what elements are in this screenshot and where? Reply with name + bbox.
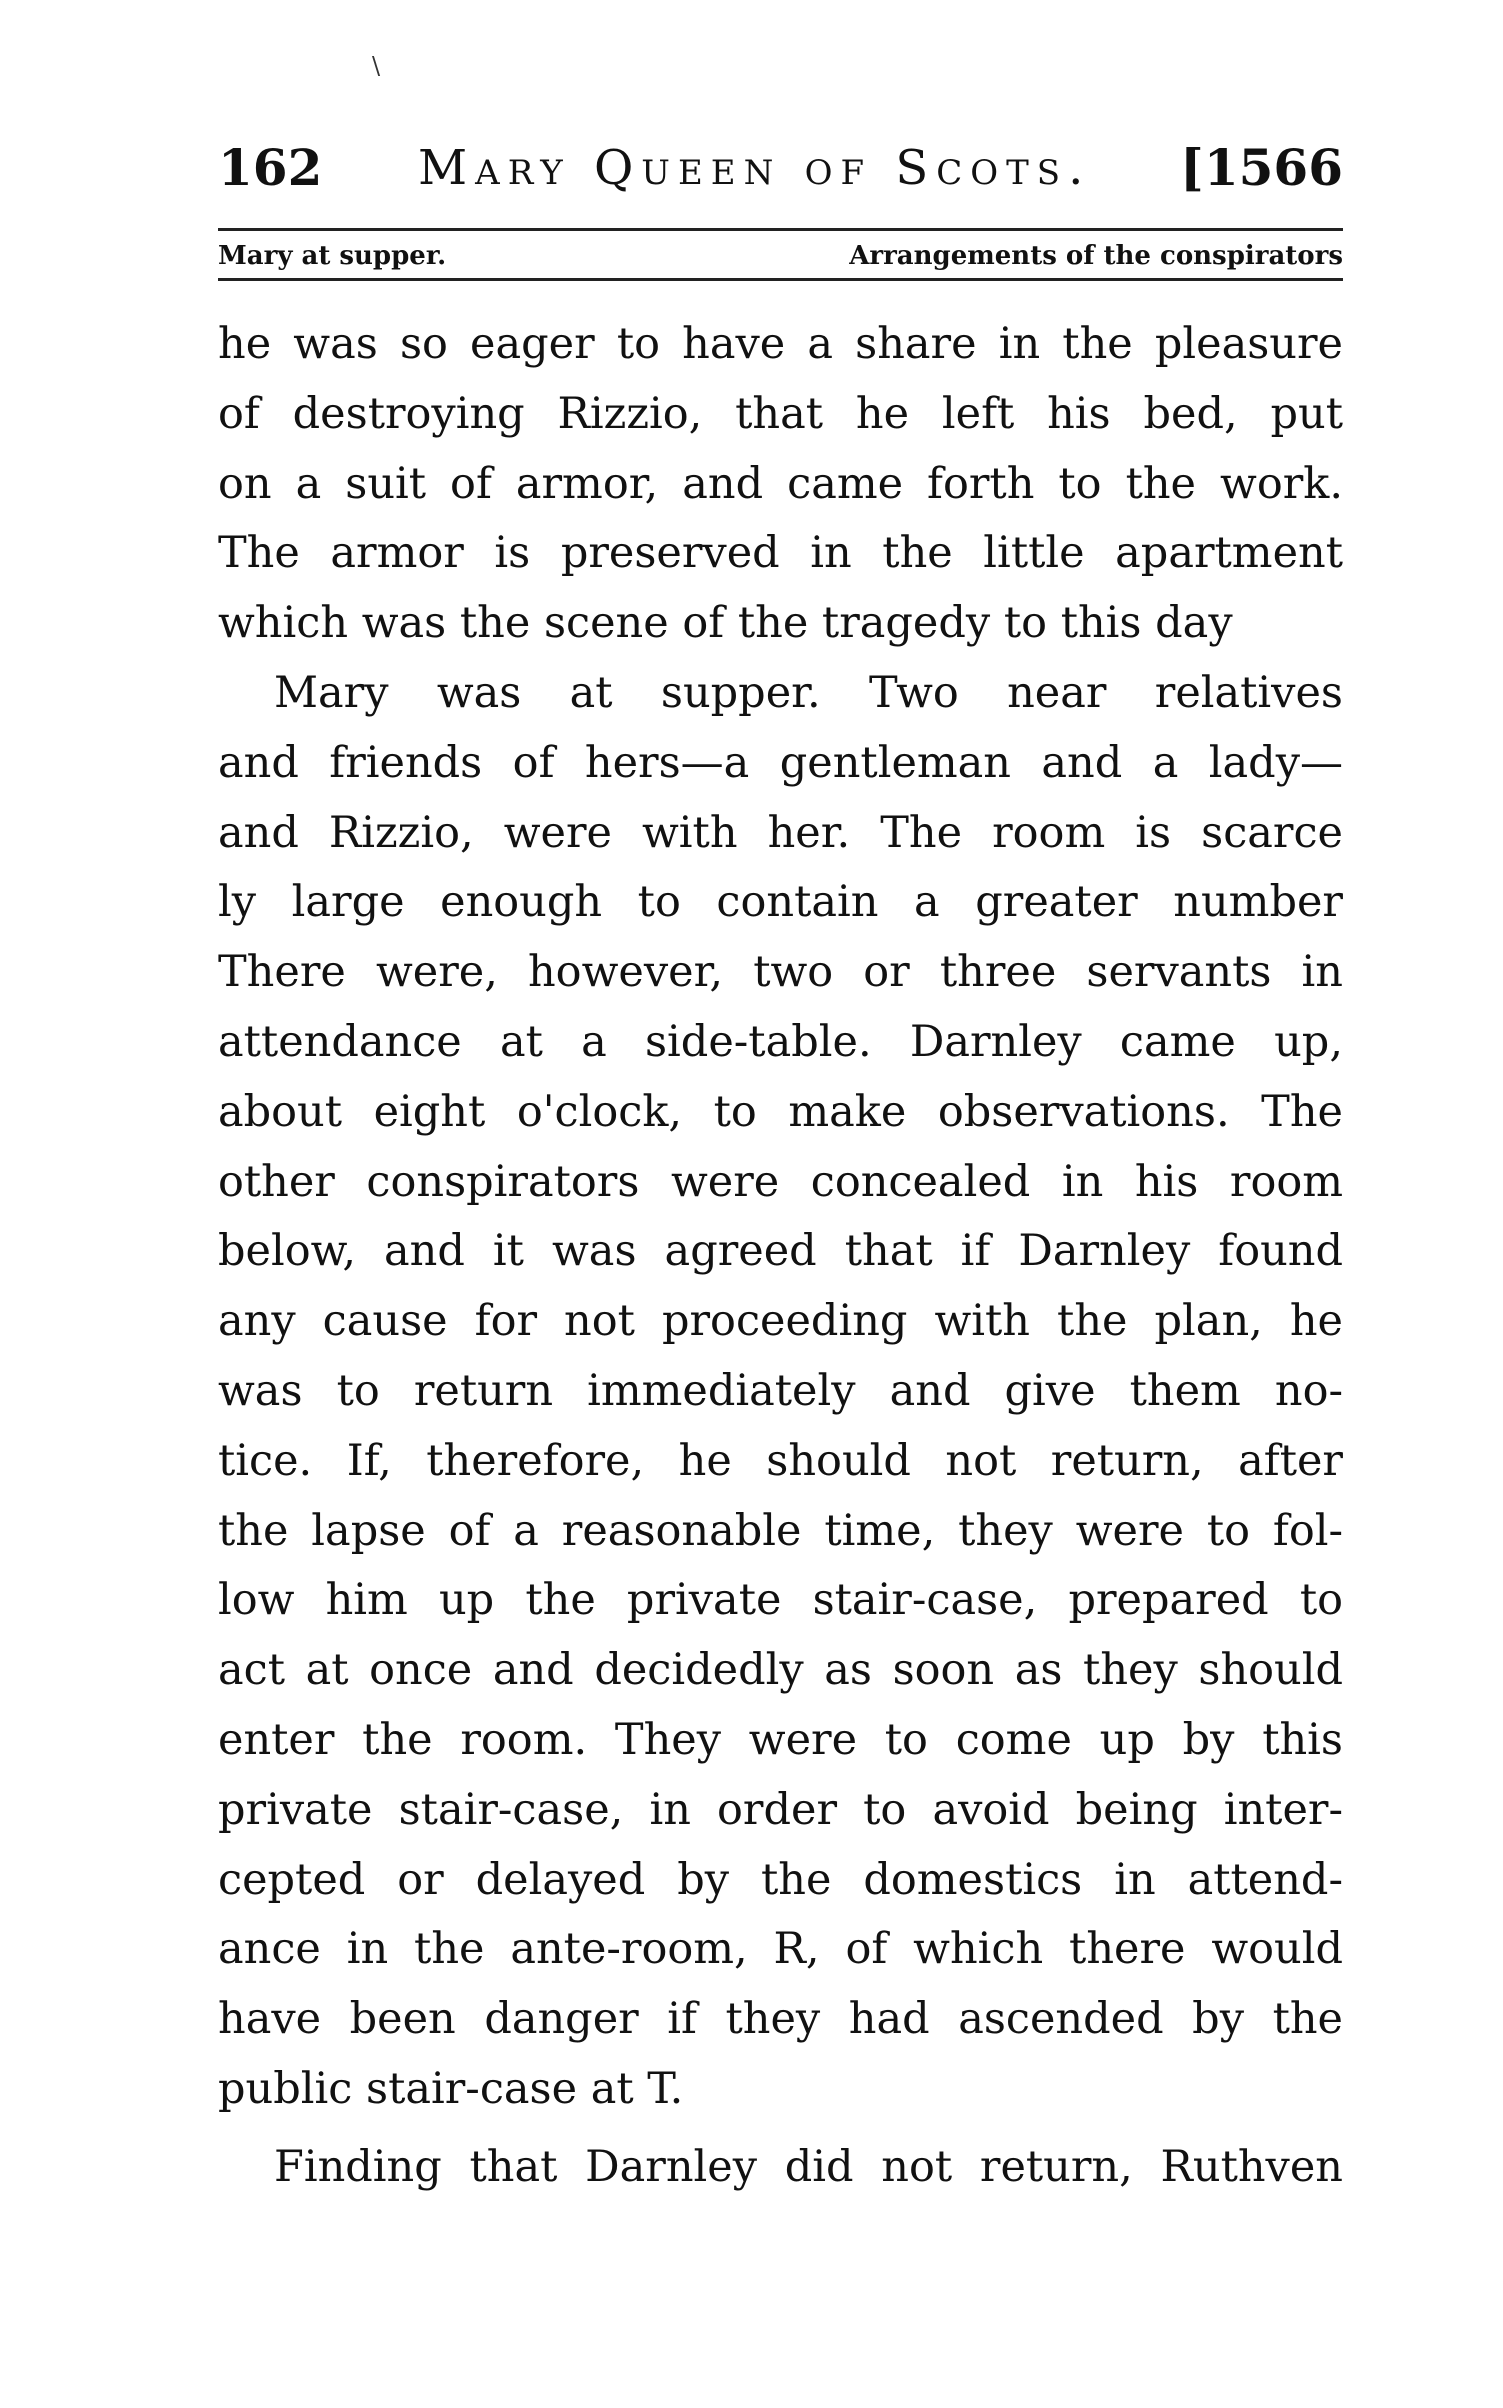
text-line: attendance at a side-table. Darnley came up, xyxy=(218,1016,1343,1067)
text-line: and Rizzio, were with her. The room is scarce xyxy=(218,807,1343,858)
text-line: cepted or delayed by the domestics in attend- xyxy=(218,1854,1343,1905)
text-line: of destroying Rizzio, that he left his bed, put xyxy=(218,388,1343,439)
text-line: private stair-case, in order to avoid being inter- xyxy=(218,1784,1343,1835)
text-line: ly large enough to contain a greater number xyxy=(218,877,1343,928)
text-line: Mary was at supper. Two near relatives xyxy=(274,667,1343,718)
text-line: have been danger if they had ascended by the xyxy=(218,1994,1343,2045)
running-title: Mary Queen of Scots. xyxy=(418,140,1092,196)
scan-mark: \ xyxy=(372,52,381,80)
text-line: Finding that Darnley did not return, Ruthven xyxy=(274,2141,1343,2192)
text-line: low him up the private stair-case, prepared to xyxy=(218,1575,1343,1626)
page-number: 162 xyxy=(218,138,323,197)
text-line: enter the room. They were to come up by this xyxy=(218,1714,1343,1765)
text-line: public stair-case at T. xyxy=(218,2063,684,2114)
text-line: There were, however, two or three servants in xyxy=(218,947,1343,998)
text-line: ance in the ante-room, R, of which there would xyxy=(218,1924,1343,1975)
text-line: other conspirators were concealed in his room xyxy=(218,1156,1343,1207)
text-line: any cause for not proceeding with the plan, he xyxy=(218,1296,1343,1347)
text-line: act at once and decidedly as soon as they should xyxy=(218,1645,1343,1696)
header-rule xyxy=(218,228,1343,231)
text-line: on a suit of armor, and came forth to the work. xyxy=(218,458,1343,509)
text-line: and friends of hers—a gentleman and a lady— xyxy=(218,737,1343,788)
sidenote-rule xyxy=(218,278,1343,281)
sidenote-left: Mary at supper. xyxy=(218,241,447,271)
text-line: which was the scene of the tragedy to this day xyxy=(218,598,1233,649)
text-line: he was so eager to have a share in the pleasure xyxy=(218,319,1343,369)
text-line: was to return immediately and give them no- xyxy=(218,1365,1343,1416)
text-line: The armor is preserved in the little apartment xyxy=(218,528,1343,579)
page-header xyxy=(218,128,1343,208)
text-line: the lapse of a reasonable time, they were to fol- xyxy=(218,1505,1343,1556)
sidenotes xyxy=(218,236,1343,276)
sidenote-right: Arrangements of the conspirators xyxy=(849,241,1343,271)
text-line: tice. If, therefore, he should not return, after xyxy=(218,1435,1343,1486)
header-year: [1566 xyxy=(1180,138,1343,197)
text-line: below, and it was agreed that if Darnley found xyxy=(218,1226,1343,1277)
text-line: about eight o'clock, to make observations. The xyxy=(218,1086,1343,1137)
body-text xyxy=(218,310,1343,2203)
